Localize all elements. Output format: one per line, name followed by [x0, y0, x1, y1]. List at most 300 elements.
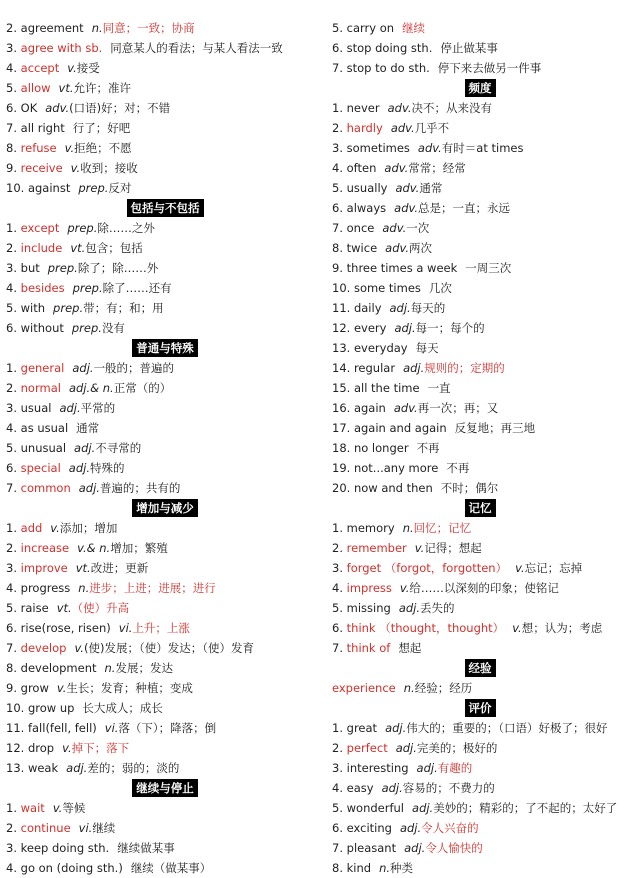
entry-number: 20. — [332, 481, 351, 495]
entry-number: 4. — [6, 581, 17, 595]
section-title: 继续与停止 — [132, 779, 198, 797]
entry-word: besides — [20, 281, 65, 295]
entry-word: sometimes — [346, 141, 410, 155]
entry-number: 2. — [6, 241, 17, 255]
entry-definition: 反复地；再三地 — [454, 421, 536, 435]
entry-grammar: vi. — [118, 621, 133, 635]
entry-number: 2. — [6, 821, 17, 835]
entry-number: 10. — [332, 281, 351, 295]
entry-definition: 继续 — [92, 821, 116, 835]
entry-definition: 停下来去做另一件事 — [437, 61, 542, 75]
vocab-entry — [332, 678, 628, 698]
entry-number: 2. — [6, 21, 17, 35]
vocab-entry — [332, 398, 628, 418]
entry-number: 3. — [6, 41, 17, 55]
entry-number: 8. — [332, 861, 343, 875]
vocab-entry — [332, 38, 628, 58]
entry-number: 3. — [332, 561, 343, 575]
entry-number: 6. — [6, 101, 17, 115]
entry-definition: 继续做某事 — [117, 841, 175, 855]
entry-grammar: v. — [67, 61, 77, 75]
entry-grammar: adj. — [66, 761, 88, 775]
entry-grammar: adv. — [395, 181, 420, 195]
entry-grammar: adj. — [389, 301, 411, 315]
vocab-entry — [332, 18, 628, 38]
entry-word: unusual — [20, 441, 67, 455]
entry-grammar: prep. — [78, 181, 109, 195]
section-header — [332, 78, 628, 98]
entry-word: go on (doing sth.) — [20, 861, 123, 875]
entry-number: 1. — [6, 361, 17, 375]
entry-word: again and again — [353, 421, 447, 435]
entry-definition: 伟大的；重要的；（口语）好极了；很好 — [406, 721, 608, 735]
entry-word: but — [20, 261, 40, 275]
entry-grammar: vt. — [75, 561, 91, 575]
entry-grammar: adj. — [412, 801, 434, 815]
entry-definition: 包含；包括 — [85, 241, 143, 255]
vocab-entry — [332, 858, 628, 878]
vocab-entry — [6, 38, 324, 58]
entry-number: 18. — [332, 441, 351, 455]
entry-number: 13. — [332, 341, 351, 355]
vocab-entry — [6, 838, 324, 858]
vocab-entry — [6, 758, 324, 778]
left-column — [6, 18, 324, 878]
vocab-entry — [6, 438, 324, 458]
entry-definition: 几乎不 — [414, 121, 450, 135]
entry-word: increase — [20, 541, 70, 555]
vocab-entry — [332, 478, 628, 498]
entry-definition: 有时＝at times — [441, 141, 524, 155]
vocab-entry — [332, 358, 628, 378]
vocab-entry — [6, 818, 324, 838]
entry-word: rise(rose, risen) — [20, 621, 111, 635]
entry-word: raise — [20, 601, 49, 615]
entry-grammar: v. — [52, 801, 63, 815]
entry-definition: 同意；一致；协商 — [102, 21, 195, 35]
entry-definition: 停止做某事 — [440, 41, 498, 55]
entry-word: against — [27, 181, 71, 195]
entry-grammar: adv. — [382, 221, 407, 235]
entry-definition: 每一；每个的 — [415, 321, 485, 335]
vocab-entry — [332, 258, 628, 278]
entry-number: 7. — [6, 641, 17, 655]
entry-number: 8. — [6, 661, 17, 675]
vocab-entry — [6, 298, 324, 318]
vocab-entry — [332, 58, 628, 78]
entry-number: 6. — [6, 621, 17, 635]
vocab-entry — [6, 318, 324, 338]
vocab-entry — [332, 798, 628, 818]
entry-number: 1. — [332, 721, 343, 735]
entry-definition: 长大成人；成长 — [82, 701, 163, 715]
section-header — [6, 778, 324, 798]
entry-word: common — [20, 481, 71, 495]
entry-word: again — [353, 401, 386, 415]
vocab-entry — [6, 138, 324, 158]
entry-word: agree with sb. — [20, 41, 103, 55]
entry-grammar: v. — [512, 621, 522, 635]
vocab-entry — [6, 278, 324, 298]
entry-definition: 回忆；记忆 — [413, 521, 472, 535]
entry-word: easy — [346, 781, 374, 795]
entry-grammar: vt. — [58, 81, 74, 95]
entry-grammar: adj. — [395, 741, 417, 755]
entry-word: grow up — [27, 701, 75, 715]
entry-definition: 有趣的 — [437, 761, 473, 775]
entry-number: 6. — [332, 201, 343, 215]
entry-word: special — [20, 461, 61, 475]
vocab-entry — [332, 338, 628, 358]
entry-word: continue — [20, 821, 71, 835]
entry-definition: 给……以深刻的印象；使铭记 — [409, 581, 559, 595]
entry-definition: (使)发展；（使）发达；（使）发育 — [83, 641, 254, 655]
entry-number: 4. — [6, 61, 17, 75]
vocab-entry — [6, 738, 324, 758]
entry-number: 7. — [6, 121, 17, 135]
entry-definition: 不寻常的 — [95, 441, 142, 455]
entry-word: experience — [332, 681, 396, 695]
entry-definition: 通常 — [76, 421, 100, 435]
entry-grammar: adj.& n. — [68, 381, 114, 395]
vocab-entry — [6, 18, 324, 38]
entry-number: 4. — [6, 861, 17, 875]
entry-word: stop doing sth. — [346, 41, 433, 55]
entry-word: keep doing sth. — [20, 841, 110, 855]
entry-word: now and then — [353, 481, 433, 495]
entry-word: impress — [346, 581, 392, 595]
entry-word: all the time — [353, 381, 420, 395]
vocab-entry — [6, 478, 324, 498]
entry-grammar: v. — [74, 641, 84, 655]
entry-word: pleasant — [346, 841, 397, 855]
entry-definition: 丢失的 — [420, 601, 455, 615]
entry-number: 4. — [332, 161, 343, 175]
entry-definition: 通常 — [419, 181, 443, 195]
entry-number: 12. — [6, 741, 25, 755]
entry-word: hardly — [346, 121, 383, 135]
vocab-entry — [332, 578, 628, 598]
vocab-entry — [332, 238, 628, 258]
entry-word: general — [20, 361, 65, 375]
entry-number: 4. — [6, 421, 17, 435]
entry-number: 4. — [332, 781, 343, 795]
entry-word: include — [20, 241, 63, 255]
entry-word: kind — [346, 861, 372, 875]
entry-word: drop — [27, 741, 55, 755]
entry-grammar: adj. — [398, 601, 421, 615]
entry-definition: 每天的 — [410, 301, 446, 315]
entry-grammar: adj. — [385, 721, 407, 735]
entry-word: not...any more — [353, 461, 439, 475]
entry-word: develop — [20, 641, 67, 655]
vocab-entry — [332, 198, 628, 218]
entry-grammar: v. — [56, 681, 67, 695]
entry-definition: 再一次；再；又 — [417, 401, 499, 415]
entry-number: 1. — [6, 801, 17, 815]
entry-number: 7. — [332, 641, 343, 655]
vocab-entry — [6, 618, 324, 638]
entry-definition: 增加；繁殖 — [110, 541, 168, 555]
section-title: 普通与特殊 — [132, 339, 198, 357]
entry-word: always — [346, 201, 387, 215]
entry-number: 3. — [6, 841, 17, 855]
section-title: 增加与减少 — [132, 499, 198, 517]
entry-word: fall(fell, fell) — [27, 721, 97, 735]
entry-definition: 普遍的；共有的 — [99, 481, 181, 495]
entry-number: 12. — [332, 321, 351, 335]
entry-grammar: v. — [414, 541, 425, 555]
entry-grammar: n. — [78, 581, 90, 595]
vocab-entry — [332, 418, 628, 438]
entry-word: interesting — [346, 761, 409, 775]
entry-grammar: prep. — [47, 261, 78, 275]
entry-number: 11. — [6, 721, 25, 735]
entry-definition: 令人兴奋的 — [421, 821, 479, 835]
entry-word: usually — [346, 181, 388, 195]
entry-definition: 每天 — [415, 341, 439, 355]
vocab-entry — [332, 738, 628, 758]
entry-grammar: adj. — [78, 481, 100, 495]
entry-word: three times a week — [346, 261, 458, 275]
entry-number: 2. — [332, 741, 343, 755]
vocab-entry — [332, 518, 628, 538]
entry-definition: 忘记；忘掉 — [524, 561, 583, 575]
entry-definition: 不再 — [416, 441, 440, 455]
entry-definition: 允许；准许 — [73, 81, 132, 95]
entry-definition: 除了；除……外 — [77, 261, 159, 275]
entry-number: 2. — [332, 541, 343, 555]
entry-word: usual — [20, 401, 52, 415]
vocab-entry — [6, 58, 324, 78]
entry-number: 10. — [6, 181, 25, 195]
section-header — [332, 698, 628, 718]
entry-definition: 进步；上进；进展；进行 — [89, 581, 216, 595]
entry-definition: 收到；接收 — [80, 161, 138, 175]
entry-number: 2. — [6, 381, 17, 395]
entry-definition: 想起 — [398, 641, 422, 655]
entry-word: except — [20, 221, 60, 235]
entry-word: improve — [20, 561, 68, 575]
vocab-entry — [6, 638, 324, 658]
entry-definition: 没有 — [101, 321, 125, 335]
vocab-entry — [6, 798, 324, 818]
entry-word: without — [20, 321, 64, 335]
vocab-entry — [332, 378, 628, 398]
entry-definition: 经验；经历 — [414, 681, 473, 695]
entry-definition: 规则的；定期的 — [424, 361, 505, 375]
entry-definition: 带；有；和；用 — [83, 301, 164, 315]
vocab-entry — [332, 538, 628, 558]
entry-grammar: n. — [402, 521, 414, 535]
entry-number: 2. — [332, 121, 343, 135]
vocab-entry — [332, 618, 628, 638]
entry-word: progress — [20, 581, 71, 595]
entry-grammar: adv. — [45, 101, 70, 115]
entry-word: never — [346, 101, 380, 115]
entry-word: receive — [20, 161, 63, 175]
vocab-entry — [6, 118, 324, 138]
entry-word: forget （forgot，forgotten） — [346, 561, 508, 575]
entry-definition: 总是；一直；永远 — [418, 201, 511, 215]
section-header — [332, 658, 628, 678]
entry-number: 3. — [6, 561, 17, 575]
entry-grammar: adj. — [381, 781, 403, 795]
entry-number: 5. — [332, 21, 343, 35]
entry-grammar: v. — [64, 141, 75, 155]
vocab-entry — [6, 598, 324, 618]
entry-definition: 除……之外 — [97, 221, 155, 235]
entry-word: stop to do sth. — [346, 61, 430, 75]
vocab-entry — [332, 558, 628, 578]
entry-number: 1. — [6, 221, 17, 235]
entry-number: 5. — [332, 801, 343, 815]
entry-number: 3. — [6, 261, 17, 275]
entry-grammar: prep. — [67, 221, 98, 235]
entry-grammar: adj. — [74, 441, 96, 455]
section-header — [332, 498, 628, 518]
vocab-entry — [332, 158, 628, 178]
entry-number: 6. — [6, 321, 17, 335]
entry-definition: 接受 — [76, 61, 100, 75]
entry-word: remember — [346, 541, 407, 555]
entry-number: 6. — [332, 821, 343, 835]
entry-definition: 落（下）；降落；倒 — [118, 721, 217, 735]
entry-definition: 除了……还有 — [102, 281, 172, 295]
entry-definition: 一周三次 — [465, 261, 512, 275]
entry-number: 13. — [6, 761, 25, 775]
entry-grammar: vt. — [70, 241, 86, 255]
entry-definition: 不再 — [446, 461, 470, 475]
entry-word: great — [346, 721, 378, 735]
vocab-entry — [6, 558, 324, 578]
entry-grammar: adv. — [384, 161, 409, 175]
entry-number: 3. — [332, 761, 343, 775]
entry-definition: 美妙的；精彩的；了不起的；太好了 — [433, 801, 618, 815]
section-header — [6, 198, 324, 218]
vocab-entry — [6, 258, 324, 278]
entry-word: perfect — [346, 741, 388, 755]
entry-grammar: n. — [104, 661, 116, 675]
vocab-entry — [332, 178, 628, 198]
vocab-entry — [332, 438, 628, 458]
entry-word: carry on — [346, 21, 395, 35]
section-title: 包括与不包括 — [127, 199, 204, 217]
entry-definition: 一次 — [406, 221, 430, 235]
section-title: 经验 — [465, 659, 496, 677]
entry-number: 7. — [332, 221, 343, 235]
entry-definition: 完美的；极好的 — [416, 741, 498, 755]
entry-word: no longer — [353, 441, 409, 455]
entry-number: 6. — [332, 41, 343, 55]
entry-definition: 种类 — [390, 861, 414, 875]
entry-word: weak — [27, 761, 59, 775]
entry-grammar: v. — [50, 521, 60, 535]
entry-word: regular — [353, 361, 396, 375]
entry-word: as usual — [20, 421, 69, 435]
entry-word: often — [346, 161, 377, 175]
entry-word: add — [20, 521, 43, 535]
entry-grammar: n. — [91, 21, 103, 35]
entry-definition: （使）升高 — [71, 601, 130, 615]
entry-number: 6. — [6, 461, 17, 475]
entry-definition: 差的；弱的；淡的 — [87, 761, 180, 775]
entry-definition: 继续 — [402, 21, 426, 35]
vocab-entry — [6, 538, 324, 558]
entry-word: allow — [20, 81, 51, 95]
entry-definition: 行了；好吧 — [72, 121, 131, 135]
entry-word: normal — [20, 381, 61, 395]
entry-word: OK — [20, 101, 38, 115]
entry-grammar: v. — [70, 161, 81, 175]
entry-grammar: n. — [379, 861, 391, 875]
entry-number: 6. — [332, 621, 343, 635]
entry-number: 16. — [332, 401, 351, 415]
vocab-entry — [6, 378, 324, 398]
entry-number: 15. — [332, 381, 351, 395]
entry-number: 9. — [332, 261, 343, 275]
entry-definition: 容易的；不费力的 — [402, 781, 495, 795]
entry-definition: 继续（做某事） — [130, 861, 212, 875]
entry-grammar: vi. — [78, 821, 93, 835]
vocab-entry — [332, 278, 628, 298]
entry-grammar: adj. — [394, 321, 416, 335]
vocab-entry — [6, 858, 324, 878]
entry-grammar: vt. — [56, 601, 72, 615]
entry-definition: 上升；上涨 — [132, 621, 190, 635]
entry-definition: (口语)好；对；不错 — [69, 101, 171, 115]
entry-word: with — [20, 301, 46, 315]
entry-number: 4. — [332, 581, 343, 595]
entry-grammar: adj. — [399, 821, 422, 835]
entry-grammar: prep. — [53, 301, 84, 315]
entry-number: 1. — [6, 521, 17, 535]
section-title: 记忆 — [465, 499, 496, 517]
entry-definition: 发展；发达 — [115, 661, 173, 675]
entry-word: exciting — [346, 821, 392, 835]
entry-number: 5. — [6, 601, 17, 615]
vocab-entry — [6, 238, 324, 258]
vocab-entry — [332, 458, 628, 478]
entry-number: 4. — [6, 281, 17, 295]
entry-grammar: adj. — [59, 401, 81, 415]
entry-number: 2. — [6, 541, 17, 555]
entry-grammar: n. — [403, 681, 415, 695]
entry-definition: 特殊的 — [89, 461, 125, 475]
entry-definition: 常常；经常 — [408, 161, 466, 175]
section-title: 评价 — [465, 699, 496, 717]
vocab-entry — [6, 518, 324, 538]
vocab-entry — [332, 758, 628, 778]
vocab-entry — [332, 98, 628, 118]
vocab-entry — [332, 818, 628, 838]
entry-grammar: adv. — [394, 201, 419, 215]
entry-number: 8. — [6, 141, 17, 155]
entry-number: 7. — [6, 481, 17, 495]
vocab-entry — [6, 218, 324, 238]
entry-word: wonderful — [346, 801, 405, 815]
vocab-entry — [6, 678, 324, 698]
entry-number: 10. — [6, 701, 25, 715]
entry-grammar: adv. — [387, 101, 412, 115]
entry-number: 5. — [332, 181, 343, 195]
entry-number: 17. — [332, 421, 351, 435]
vocab-entry — [332, 778, 628, 798]
vocab-entry — [6, 578, 324, 598]
entry-word: memory — [346, 521, 395, 535]
entry-definition: 等候 — [62, 801, 86, 815]
vocab-entry — [332, 638, 628, 658]
